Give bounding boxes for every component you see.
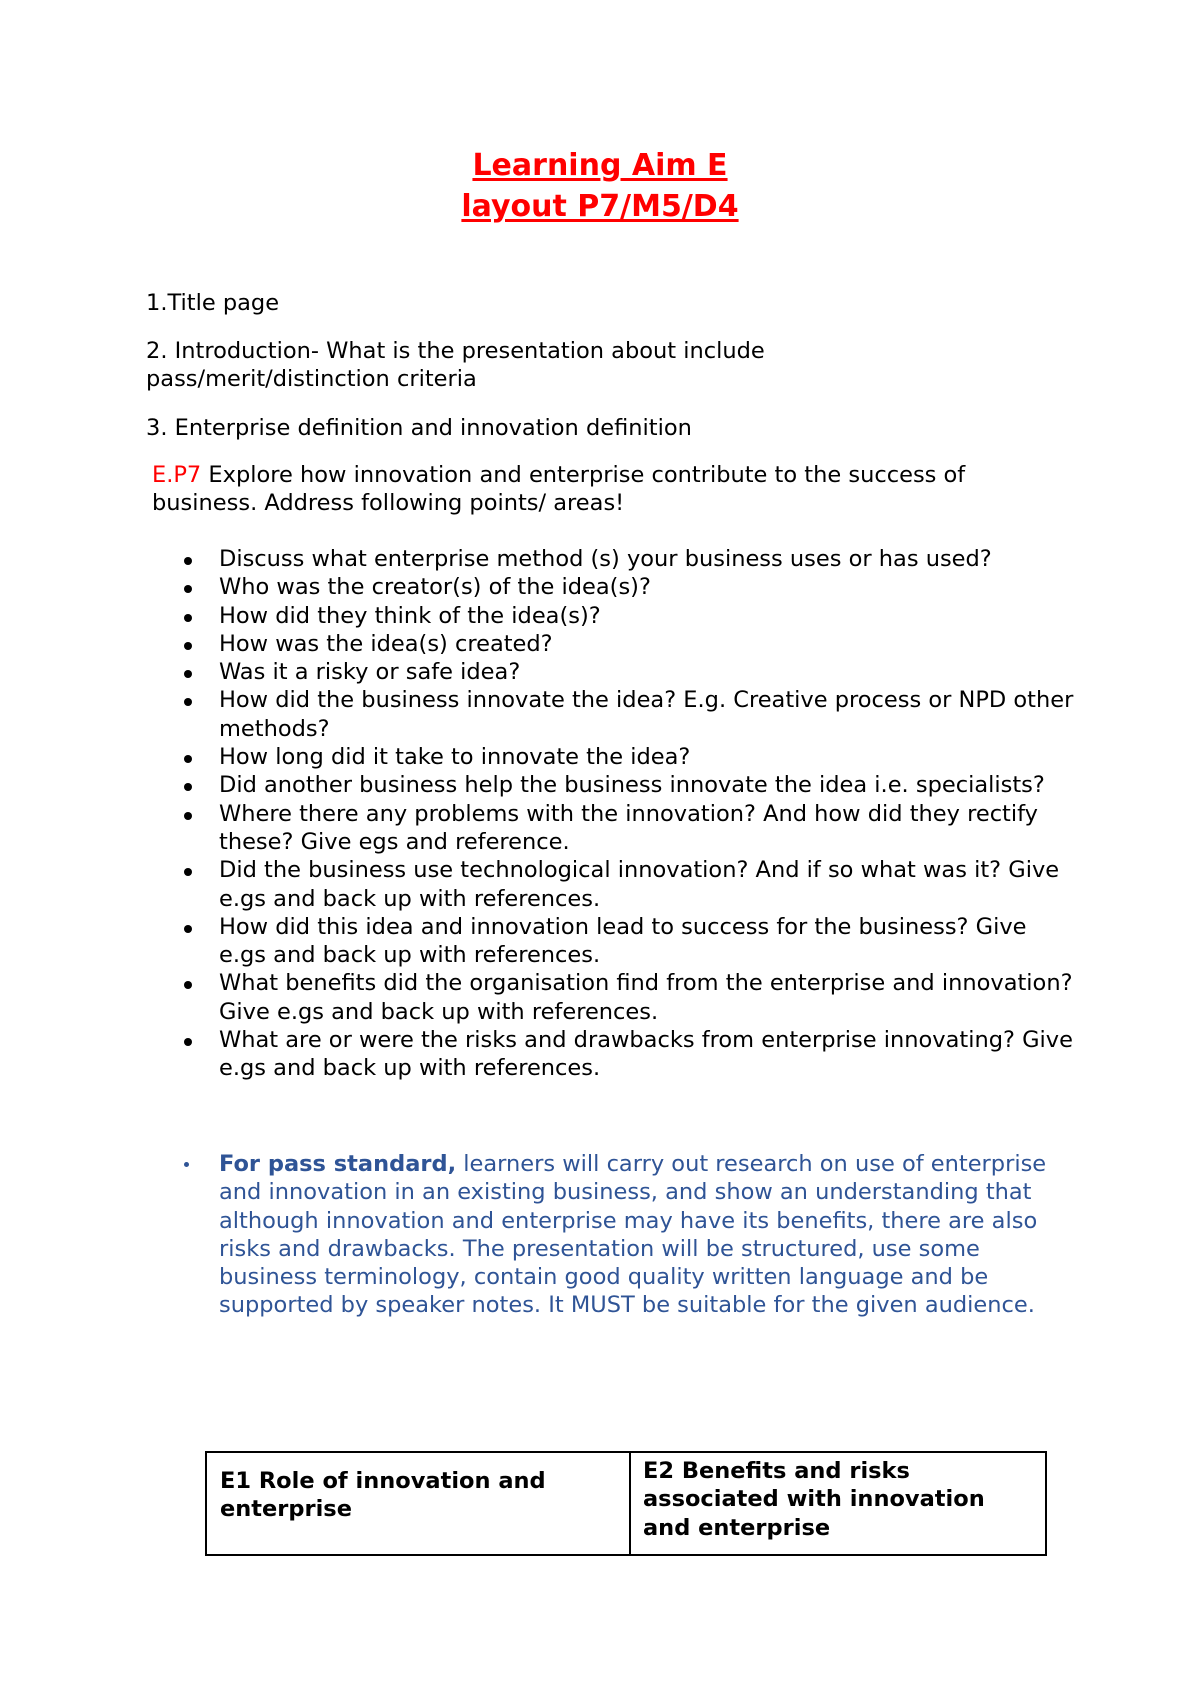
table-cell-e2: E2 Benefits and risks associated with innovation and enterprise: [643, 1458, 985, 1541]
bullet-icon: [184, 698, 192, 706]
list-item: What are or were the risks and drawbacks from enterprise innovating? Give e.gs and back up with references.: [146, 1026, 1076, 1083]
bullet-icon: [184, 585, 192, 593]
list-item: How was the idea(s) created?: [146, 630, 1076, 658]
list-item: What benefits did the organisation find from the enterprise and innovation? Give e.gs and back up with references.: [146, 969, 1076, 1026]
list-item: How did this idea and innovation lead to success for the business? Give e.gs and back up with references.: [146, 913, 1076, 970]
title-line-2: layout P7/M5/D4: [461, 189, 739, 224]
bullet-icon: [184, 868, 192, 876]
bullet-icon: [184, 1162, 189, 1167]
list-item: Who was the creator(s) of the idea(s)?: [146, 573, 1076, 601]
section-title-page: 1.Title page: [146, 290, 280, 316]
bullet-icon: [184, 981, 192, 989]
table-cell-e1: E1 Role of innovation and enterprise: [207, 1453, 631, 1554]
ep7-code: E.P7: [152, 462, 202, 488]
criteria-table: [205, 1451, 1047, 1556]
list-item: Did another business help the business innovate the idea i.e. specialists?: [146, 771, 1076, 799]
list-item: Did the business use technological innovation? And if so what was it? Give e.gs and back up with references.: [146, 856, 1076, 913]
list-item: How long did it take to innovate the idea?: [146, 743, 1076, 771]
ep7-paragraph: [152, 461, 1062, 517]
list-item: Where there any problems with the innovation? And how did they rectify these? Give egs and reference.: [146, 800, 1076, 857]
section-introduction: 2. Introduction- What is the presentation about include pass/merit/distinction criteria: [146, 338, 765, 392]
question-list: [146, 545, 1076, 1083]
list-item: Was it a risky or safe idea?: [146, 658, 1076, 686]
bullet-icon: [184, 755, 192, 763]
ep7-text: Explore how innovation and enterprise contribute to the success of business. Address following points/ areas!: [152, 462, 966, 516]
bullet-icon: [184, 1038, 192, 1046]
list-item: How did they think of the idea(s)?: [146, 602, 1076, 630]
pass-standard-text: learners will carry out research on use of enterprise and innovation in an existing business, and show an understanding that although innovation and enterprise may have its benefits, there are also risks and drawbacks. The presentation will be structured, use some business terminology, contain good quality written language and be supported by speaker notes. It MUST be suitable for the given audience.: [219, 1151, 1047, 1319]
bullet-icon: [184, 812, 192, 820]
bullet-icon: [184, 670, 192, 678]
title-line-1: Learning Aim E: [472, 148, 728, 183]
list-item: How did the business innovate the idea? E.g. Creative process or NPD other methods?: [146, 686, 1076, 743]
list-item: Discuss what enterprise method (s) your business uses or has used?: [146, 545, 1076, 573]
section-definitions: 3. Enterprise definition and innovation definition: [146, 415, 692, 441]
pass-standard-lead: For pass standard,: [219, 1151, 457, 1177]
document-title: [0, 145, 1200, 227]
bullet-icon: [184, 783, 192, 791]
bullet-icon: [184, 557, 192, 565]
bullet-icon: [184, 614, 192, 622]
bullet-icon: [184, 642, 192, 650]
pass-standard-note: [146, 1150, 1076, 1320]
bullet-icon: [184, 925, 192, 933]
